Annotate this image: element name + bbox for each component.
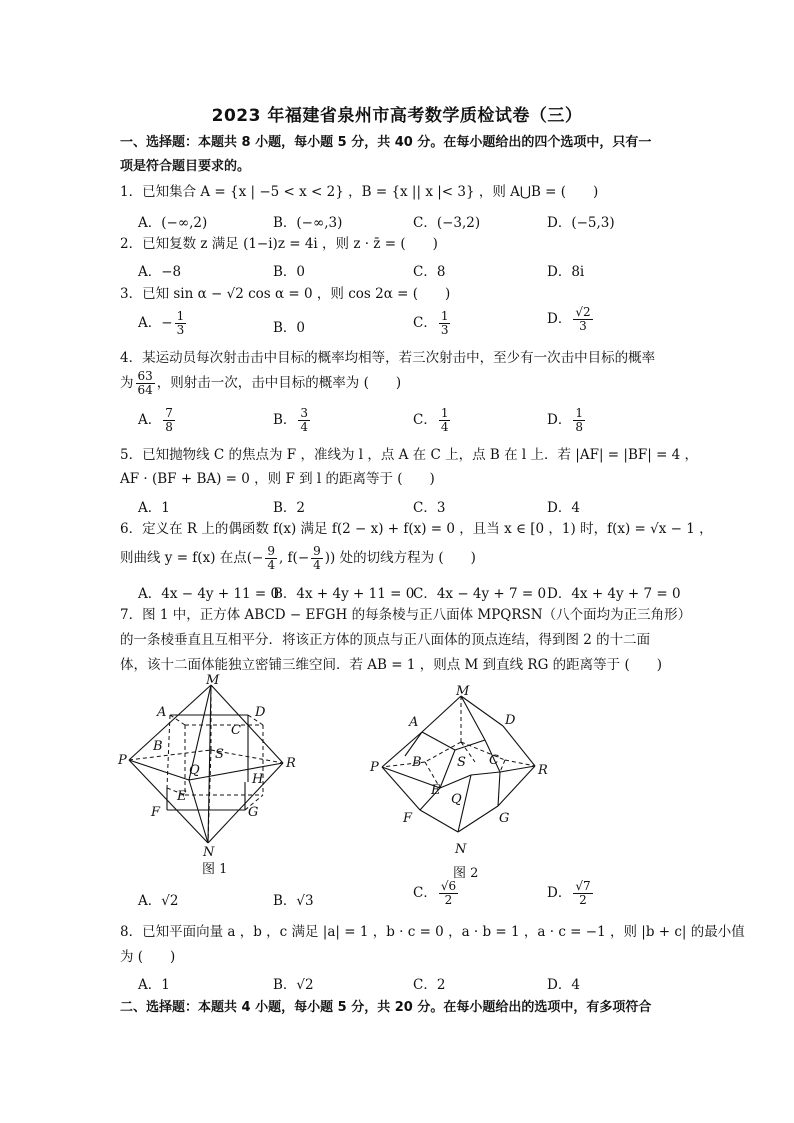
q4-option-d-den: 8 bbox=[575, 420, 583, 434]
q8-stem-line1: 8．已知平面向量 a ，b ，c 满足 |a| = 1 ，b · c = 0 ，a · b = 1 ，a · c = −1 ，则 |b + c| 的最小值 bbox=[120, 924, 745, 940]
q6-option-a: A．4x − 4y + 11 = 0 bbox=[138, 586, 280, 602]
q4-option-d-prefix: D． bbox=[547, 412, 572, 428]
q4-option-b-prefix: B． bbox=[273, 412, 297, 428]
fig2-label-P: P bbox=[370, 760, 379, 775]
fig2-label-G: G bbox=[499, 811, 510, 826]
q4-option-d-fraction bbox=[573, 407, 585, 434]
q8-option-a: A．1 bbox=[138, 977, 170, 993]
q7-option-d-prefix: D． bbox=[547, 885, 572, 901]
fig1-label-Q: Q bbox=[189, 763, 200, 778]
q3-option-a-prefix: A．− bbox=[138, 315, 173, 331]
q6-option-c: C．4x − 4y + 7 = 0 bbox=[413, 586, 547, 602]
fig1-label-R: R bbox=[286, 756, 296, 771]
q7-option-d bbox=[547, 880, 595, 907]
q4-stem-den: 64 bbox=[137, 383, 153, 397]
fig1-label-N: N bbox=[203, 845, 215, 860]
q3-option-c-fraction bbox=[439, 310, 451, 337]
q4-stem-line1: 4．某运动员每次射击击中目标的概率均相等，若三次射击中，至少有一次击中目标的概率 bbox=[120, 350, 656, 366]
q1-option-d: D．(−5,3) bbox=[547, 215, 615, 231]
fig2-label-M: M bbox=[456, 684, 470, 699]
section1-heading-line2: 项是符合题目要求的。 bbox=[120, 159, 251, 174]
q2-stem: 2．已知复数 z 满足 (1−i)z = 4i ，则 z · z̄ = ( ) bbox=[120, 236, 438, 252]
q4-option-a bbox=[138, 407, 177, 434]
q7-stem-line1: 7．图 1 中，正方体 ABCD − EFGH 的每条棱与正八面体 MPQRSN（八个面均为正三角形） bbox=[120, 607, 692, 623]
q4-stem-line2 bbox=[120, 370, 680, 397]
q8-stem-line2: 为 ( ) bbox=[120, 949, 176, 965]
fig2-label-E: E bbox=[431, 783, 441, 798]
q5-option-a: A．1 bbox=[138, 500, 170, 516]
q1-option-b: B．(−∞,3) bbox=[273, 215, 343, 231]
section1-heading-line1: 一、选择题：本题共 8 小题，每小题 5 分，共 40 分。在每小题给出的四个选项中，只有一 bbox=[120, 135, 652, 150]
q7-option-c bbox=[413, 880, 460, 907]
q7-option-d-fraction bbox=[573, 880, 592, 907]
q6-stem-fraction2 bbox=[311, 545, 323, 572]
q8-option-d: D．4 bbox=[547, 977, 580, 993]
fig1-label-M: M bbox=[206, 673, 220, 688]
q5-option-b: B．2 bbox=[273, 500, 306, 516]
q2-option-c: C．8 bbox=[413, 264, 446, 280]
fig2-label-A: A bbox=[409, 715, 419, 730]
fig1-label-B: B bbox=[153, 739, 163, 754]
q3-option-a-fraction bbox=[175, 310, 187, 337]
q7-figure-2-caption: 图 2 bbox=[453, 866, 479, 881]
q5-option-c: C．3 bbox=[413, 500, 446, 516]
q6-option-d: D．4x + 4y + 7 = 0 bbox=[547, 586, 681, 602]
q7-option-a: A．√2 bbox=[138, 893, 179, 909]
q6-stem-pre: 则曲线 y = f(x) 在点(− bbox=[120, 550, 264, 566]
q7-figure-1-caption: 图 1 bbox=[202, 862, 228, 877]
q3-option-c-num: 1 bbox=[440, 309, 449, 323]
q6-stem-fraction1 bbox=[265, 545, 277, 572]
q2-option-b: B．0 bbox=[273, 264, 306, 280]
q7-option-d-den: 2 bbox=[579, 893, 587, 907]
q7-option-c-num: √6 bbox=[440, 879, 457, 893]
fig1-label-A: A bbox=[157, 705, 167, 720]
q4-option-c-den: 4 bbox=[440, 420, 449, 434]
q6-stem-den1: 4 bbox=[267, 558, 275, 572]
q5-stem-line1: 5．已知抛物线 C 的焦点为 F ，准线为 l ，点 A 在 C 上，点 B 在 l 上．若 |AF| = |BF| = 4 ， bbox=[120, 447, 699, 463]
q2-option-a: A．−8 bbox=[138, 264, 182, 280]
q8-option-b: B．√2 bbox=[273, 977, 314, 993]
q4-option-a-prefix: A． bbox=[138, 412, 162, 428]
fig2-label-S: S bbox=[457, 755, 466, 770]
q3-option-c bbox=[413, 310, 452, 337]
page-title: 2023 年福建省泉州市高考数学质检试卷（三） bbox=[211, 106, 583, 126]
q7-option-c-prefix: C． bbox=[413, 885, 437, 901]
section2-heading-line1: 二、选择题：本题共 4 小题，每小题 5 分，共 20 分。在每小题给出的选项中，有多项符合 bbox=[120, 1000, 652, 1015]
q7-figure-1-labels bbox=[115, 670, 305, 860]
q3-option-b: B．0 bbox=[273, 320, 306, 336]
q4-option-b-den: 4 bbox=[300, 420, 309, 434]
q4-option-d bbox=[547, 407, 587, 434]
fig2-label-Q: Q bbox=[451, 792, 462, 807]
q4-stem-fraction bbox=[136, 370, 155, 397]
q4-option-c-num: 1 bbox=[440, 406, 449, 420]
q4-option-a-num: 7 bbox=[165, 406, 173, 420]
q6-stem-mid: , f(− bbox=[278, 550, 310, 566]
fig2-label-F: F bbox=[403, 811, 413, 826]
q7-option-d-num: √7 bbox=[575, 879, 591, 893]
fig1-label-D: D bbox=[255, 705, 266, 720]
fig1-label-H: H bbox=[252, 772, 264, 787]
q2-option-d: D．8i bbox=[547, 264, 585, 280]
q4-stem-num: 63 bbox=[137, 369, 153, 383]
q4-option-d-num: 1 bbox=[575, 406, 583, 420]
fig1-label-C: C bbox=[231, 723, 241, 738]
q3-option-c-prefix: C． bbox=[413, 315, 437, 331]
q3-option-d-num: √2 bbox=[575, 305, 591, 319]
fig2-label-N: N bbox=[455, 842, 467, 857]
q4-option-a-fraction bbox=[163, 407, 175, 434]
q6-stem-num1: 9 bbox=[267, 544, 275, 558]
q3-option-d-fraction bbox=[573, 306, 592, 333]
q7-stem-line2: 的一条棱垂直且互相平分．将该正方体的顶点与正八面体的顶点连结，得到图 2 的十二面 bbox=[120, 632, 651, 648]
fig1-label-G: G bbox=[248, 805, 259, 820]
q5-option-d: D．4 bbox=[547, 500, 580, 516]
q8-option-c: C．2 bbox=[413, 977, 446, 993]
q3-option-c-den: 3 bbox=[440, 323, 449, 337]
q7-option-c-den: 2 bbox=[444, 893, 453, 907]
q3-option-a bbox=[138, 310, 188, 337]
q7-stem-line3: 体，该十二面体能独立密铺三维空间．若 AB = 1 ，则点 M 到直线 RG 的距离等于 ( ) bbox=[120, 657, 662, 673]
fig2-label-D: D bbox=[505, 713, 516, 728]
q1-stem: 1．已知集合 A = {x | −5 < x < 2} ，B = {x || x |< 3} ，则 A⋃B = ( ) bbox=[120, 184, 599, 200]
q5-stem-line2: AF · (BF + BA) = 0 ，则 F 到 l 的距离等于 ( ) bbox=[120, 471, 435, 487]
q4-option-c-prefix: C． bbox=[413, 412, 437, 428]
q6-stem-line2 bbox=[120, 545, 680, 572]
fig2-label-C: C bbox=[489, 753, 499, 768]
q6-stem-post: )) 处的切线方程为 ( ) bbox=[324, 550, 476, 566]
q3-option-a-num: 1 bbox=[176, 309, 185, 323]
q1-option-a: A．(−∞,2) bbox=[138, 215, 208, 231]
q7-option-b: B．√3 bbox=[273, 893, 314, 909]
q6-option-b: B．4x + 4y + 11 = 0 bbox=[273, 586, 415, 602]
q7-option-c-fraction bbox=[439, 880, 458, 907]
q4-stem-pre: 为 bbox=[120, 375, 134, 391]
q1-option-c: C．(−3,2) bbox=[413, 215, 481, 231]
q3-option-d-den: 3 bbox=[579, 319, 587, 333]
q4-stem-post: ，则射击一次，击中目标的概率为 ( ) bbox=[156, 375, 402, 391]
fig1-label-F: F bbox=[151, 805, 161, 820]
q4-option-b bbox=[273, 407, 312, 434]
q3-stem: 3．已知 sin α − √2 cos α = 0 ，则 cos 2α = ( ) bbox=[120, 286, 451, 302]
q4-option-a-den: 8 bbox=[165, 420, 173, 434]
fig1-label-S: S bbox=[215, 747, 224, 762]
q3-option-d-prefix: D． bbox=[547, 311, 572, 327]
q6-stem-line1: 6．定义在 R 上的偶函数 f(x) 满足 f(2 − x) + f(x) = 0 ，且当 x ∈ [0 ，1) 时，f(x) = √x − 1 ， bbox=[120, 521, 713, 537]
fig2-label-R: R bbox=[538, 763, 548, 778]
fig1-label-P: P bbox=[118, 753, 127, 768]
q6-stem-num2: 9 bbox=[313, 544, 321, 558]
q4-option-b-fraction bbox=[298, 407, 310, 434]
q4-option-c bbox=[413, 407, 452, 434]
fig2-label-B: B bbox=[412, 755, 422, 770]
fig1-label-E: E bbox=[177, 789, 187, 804]
q3-option-a-den: 3 bbox=[176, 323, 185, 337]
q4-option-b-num: 3 bbox=[300, 406, 309, 420]
q7-figure-2-labels bbox=[365, 682, 555, 862]
q6-stem-den2: 4 bbox=[313, 558, 321, 572]
q3-option-d bbox=[547, 306, 595, 333]
q4-option-c-fraction bbox=[439, 407, 451, 434]
